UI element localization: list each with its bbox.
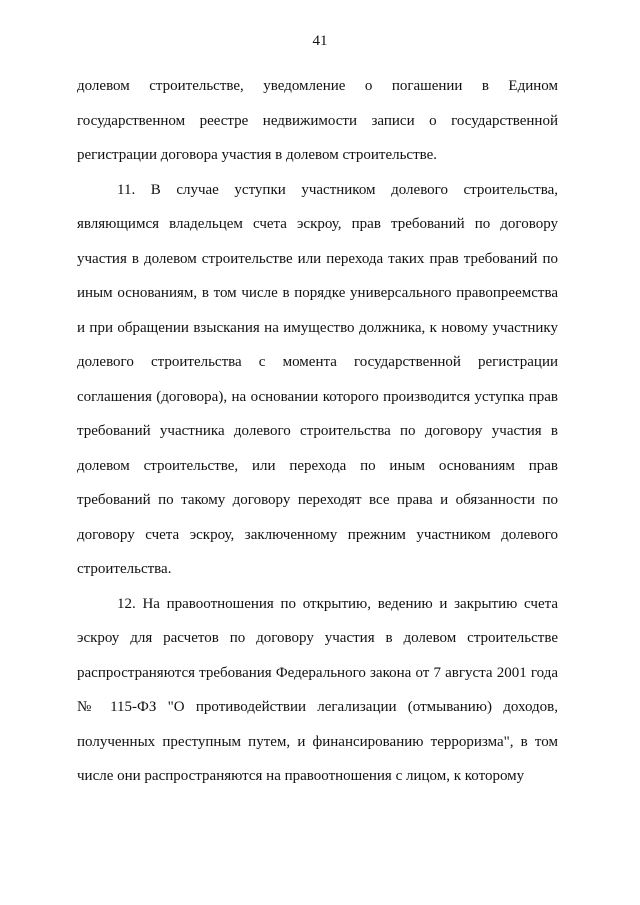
page-number: 41 xyxy=(312,33,328,49)
paragraph-item-11: 11. В случае уступки участником долевого строительства, являющимся владельцем счета эскроу, прав требований по договору участия в долевом строительстве или перехода таких прав требований по иным основаниям, в том числе в порядке универсального правопреемства и при обращении взыскания на имущество должника, к новому участнику долевого строительства с момента государственной регистрации соглашения (договора), на основании которого производится уступка прав требований участника долевого строительства по договору участия в долевом строительстве, или перехода по иным основаниям прав требований по такому договору переходят все права и обязанности по договору счета эскроу, заключенному прежним участником долевого строительства. xyxy=(77,181,558,577)
paragraph-item-12: 12. На правоотношения по открытию, ведению и закрытию счета эскроу для расчетов по договору участия в долевом строительстве распространяются требования Федерального закона от 7 августа 2001 года № 115-ФЗ "О противодействии легализации (отмыванию) доходов, полученных преступным путем, и финансированию терроризма", в том числе они распространяются на правоотношения с лицом, к которому xyxy=(77,595,558,784)
document-body xyxy=(77,69,558,794)
paragraph-continuation: долевом строительстве, уведомление о погашении в Едином государственном реестре недвижимости записи о государственной регистрации договора участия в долевом строительстве. xyxy=(77,78,558,163)
